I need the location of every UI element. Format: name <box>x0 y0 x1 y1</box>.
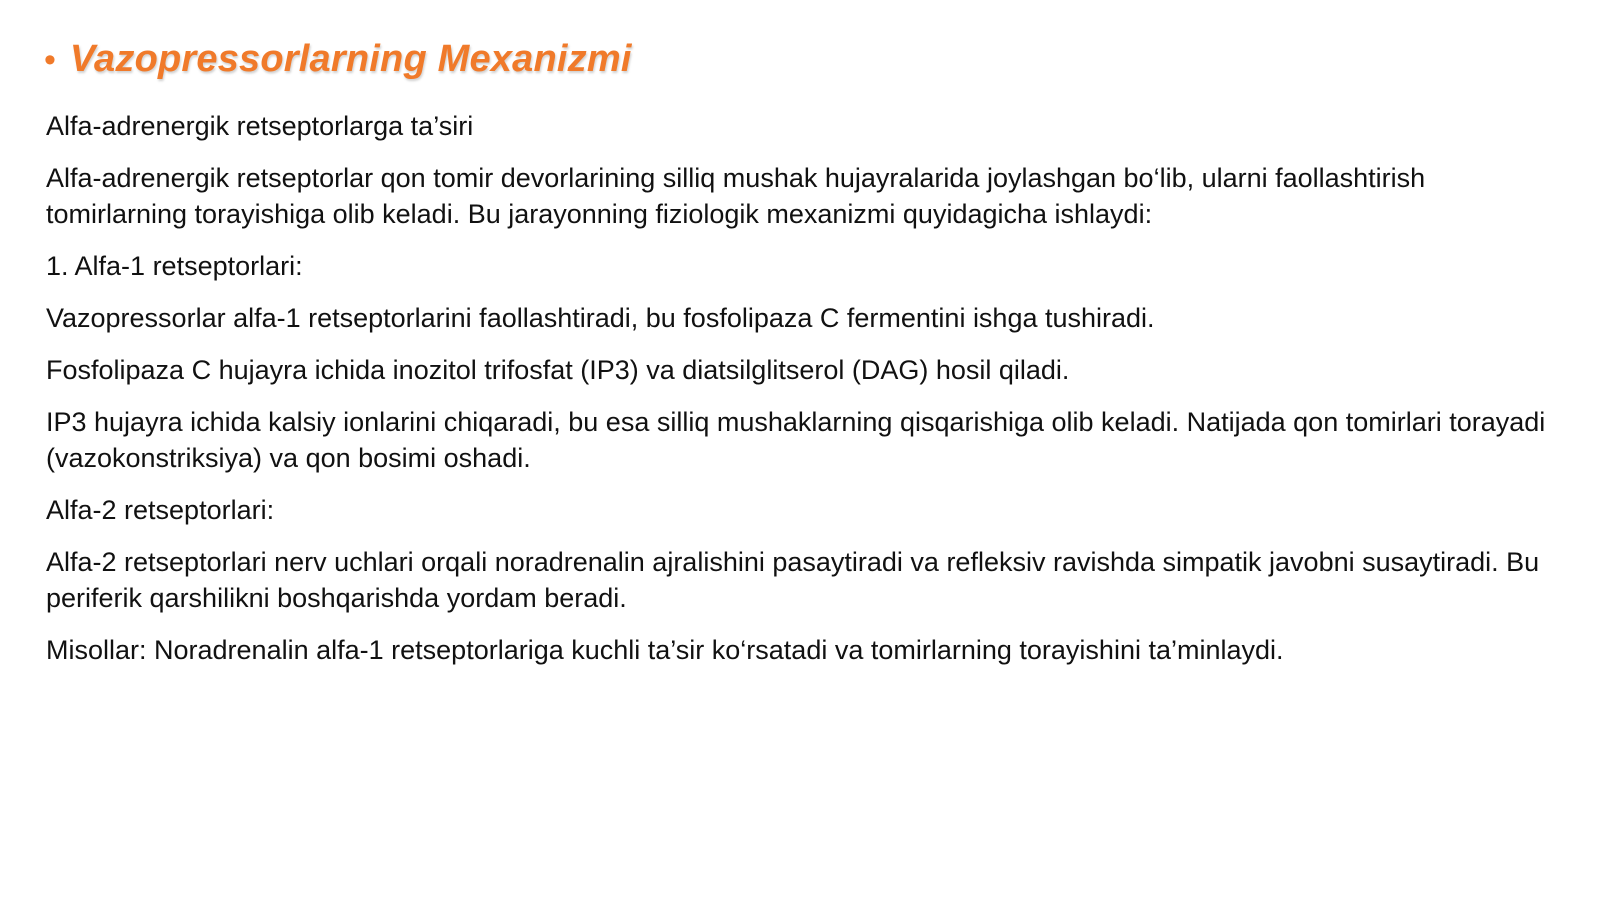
paragraph-alfa2-effect: Alfa-2 retseptorlari nerv uchlari orqali noradrenalin ajralishini pasaytiradi va refleksiv ravishda simpatik javobni susaytiradi. Bu periferik qarshilikni boshqarishda yordam beradi. <box>46 547 1540 613</box>
slide-body <box>46 108 1556 684</box>
paragraph-examples: Misollar: Noradrenalin alfa-1 retseptorlariga kuchli ta’sir ko‘rsatadi va tomirlarning torayishini ta’minlaydi. <box>46 635 1284 665</box>
paragraph-phospholipase: Fosfolipaza C hujayra ichida inozitol trifosfat (IP3) va diatsilglitserol (DAG) hosil qiladi. <box>46 355 1070 385</box>
paragraph-alfa2-heading: Alfa-2 retseptorlari: <box>46 495 275 525</box>
paragraph-intro: Alfa-adrenergik retseptorlar qon tomir devorlarining silliq mushak hujayralarida joylashgan bo‘lib, ularni faollashtirish tomirlarning torayishiga olib keladi. Bu jarayonning fiziologik mexanizmi quyidagicha ishlaydi: <box>46 163 1426 229</box>
paragraph-alfa1-heading: 1. Alfa-1 retseptorlari: <box>46 251 303 281</box>
title-bullet: • <box>44 41 56 79</box>
paragraph-alfa1-activation: Vazopressorlar alfa-1 retseptorlarini faollashtiradi, bu fosfolipaza C fermentini ishga tushiradi. <box>46 303 1155 333</box>
slide-title: Vazopressorlarning Mexanizmi <box>69 38 632 80</box>
paragraph-heading: Alfa-adrenergik retseptorlarga ta’siri <box>46 111 474 141</box>
title-row <box>44 38 632 81</box>
paragraph-ip3: IP3 hujayra ichida kalsiy ionlarini chiqaradi, bu esa silliq mushaklarning qisqarishiga olib keladi. Natijada qon tomirlari torayadi (vazokonstriksiya) va qon bosimi oshadi. <box>46 407 1546 473</box>
